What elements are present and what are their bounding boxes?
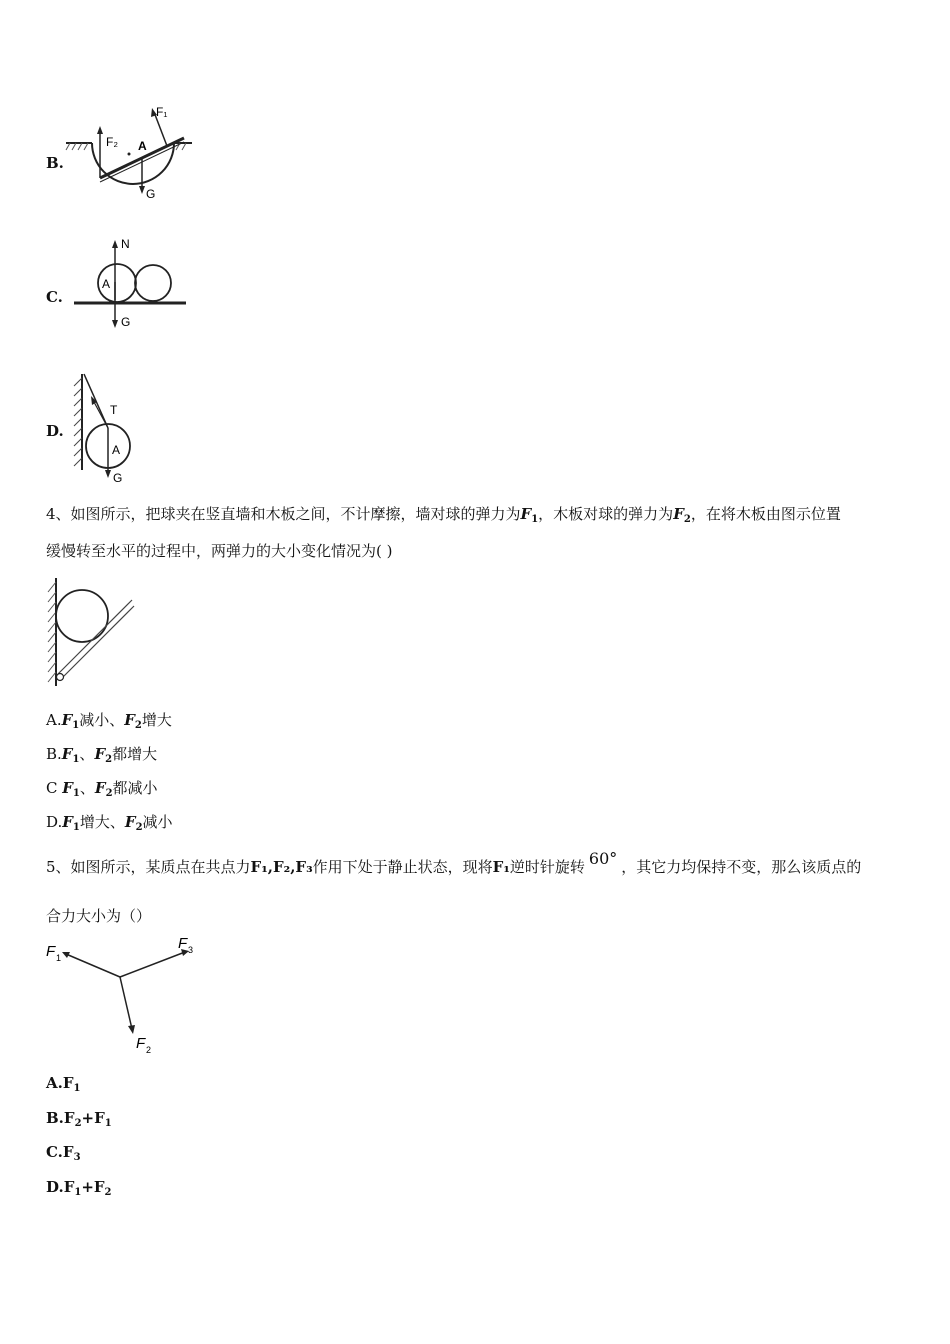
q4-choice-d-end: 减小: [142, 813, 173, 831]
q5-fig-f3: F: [178, 935, 188, 952]
q4-choice-a[interactable]: [46, 709, 172, 731]
q4-choice-b-f2-sub: 2: [105, 754, 113, 765]
q4-stem-line2: 缓慢转至水平的过程中，两弹力的大小变化情况为( ): [46, 542, 393, 560]
option-c-figure: [68, 232, 198, 332]
q5-choice-d[interactable]: [46, 1178, 112, 1198]
q4-choice-a-prefix: A.: [46, 711, 62, 729]
option-b-label: B.: [46, 154, 64, 172]
option-c-a-label: A: [102, 277, 111, 291]
q4-choice-c-f2-sub: 2: [105, 788, 113, 799]
option-c-label: C.: [46, 288, 63, 306]
option-b-f1-label: F₁: [156, 105, 168, 119]
q5-stem-line2: 合力大小为（）: [46, 907, 152, 925]
option-d-label: D.: [46, 422, 64, 440]
q4-text-a: 4、如图所示，把球夹在竖直墙和木板之间，不计摩擦，墙对球的弹力为: [46, 505, 521, 523]
q5-fig-f1-sub: 1: [56, 953, 62, 963]
q4-f2-sub: 2: [683, 514, 691, 525]
q5-choice-a-sub: 1: [73, 1083, 81, 1094]
q5-choice-b-rest: +F: [81, 1109, 105, 1127]
q4-choice-a-f2-sub: 2: [134, 720, 142, 731]
q5-text-a: 5、如图所示，某质点在共点力: [46, 858, 251, 876]
option-c-g-label: G: [121, 315, 131, 329]
q5-fig-f1: F: [46, 943, 56, 960]
option-b-a-label: A: [138, 139, 147, 153]
q4-choice-d-f2: F: [124, 813, 136, 831]
option-c-n-label: N: [121, 237, 130, 251]
q4-choice-d-mid: 增大、: [79, 813, 125, 831]
q5-choice-d-sub: 1: [74, 1187, 82, 1198]
q5-fig-f2-sub: 2: [146, 1045, 152, 1055]
q4-choice-c[interactable]: [46, 777, 158, 799]
q4-choice-c-prefix: C: [46, 779, 58, 797]
q5-choice-d-sub2: 2: [104, 1187, 112, 1198]
q4-choice-c-f1-sub: 1: [72, 788, 80, 799]
q4-choice-a-f2: F: [124, 711, 135, 729]
option-d-figure: [66, 366, 156, 486]
q5-choice-b-sub2: 1: [104, 1118, 112, 1129]
q5-choice-b-text: F: [63, 1109, 75, 1127]
q4-stem-line1: [46, 504, 841, 530]
q4-choice-d-prefix: D.: [46, 813, 63, 831]
q5-angle: 60°: [588, 849, 618, 868]
q5-text-b: 作用下处于静止状态，现将: [312, 858, 493, 876]
option-b-f2-label: F₂: [106, 135, 118, 149]
q4-choice-a-mid: 减小、: [79, 711, 125, 729]
q5-choice-b-sub: 2: [74, 1118, 82, 1129]
q5-f1: F₁: [492, 858, 510, 876]
q5-choice-d-rest: +F: [81, 1178, 105, 1196]
q4-choice-a-f1: F: [61, 711, 73, 729]
q5-fig-f2: F: [136, 1035, 146, 1052]
q4-choice-b[interactable]: [46, 743, 157, 765]
q5-stem-line1: [46, 849, 862, 877]
q4-choice-b-mid: 、: [79, 745, 95, 763]
q4-choice-c-end: 都减小: [112, 779, 158, 797]
q4-choice-d[interactable]: [46, 811, 173, 833]
q5-text-c: 逆时针旋转: [509, 858, 585, 876]
option-d-t-label: T: [110, 403, 118, 417]
q5-choice-c[interactable]: [46, 1143, 81, 1163]
q4-choice-c-mid: 、: [79, 779, 95, 797]
option-b-g-label: G: [146, 187, 156, 201]
q5-choice-b-prefix: B.: [46, 1109, 64, 1127]
q4-choice-c-f1: F: [62, 779, 73, 797]
option-d-a-label: A: [112, 443, 121, 457]
q5-text-d: ，其它力均保持不变，那么该质点的: [621, 858, 862, 876]
q4-choice-b-f1: F: [61, 745, 73, 763]
q4-choice-d-f2-sub: 2: [135, 822, 143, 833]
q5-choice-d-text: F: [63, 1178, 75, 1196]
option-d-g-label: G: [113, 471, 123, 485]
q5-fig-f3-sub: 3: [188, 945, 194, 955]
q4-choice-b-prefix: B.: [46, 745, 62, 763]
q4-f2: F: [673, 505, 684, 523]
q4-figure: [44, 574, 139, 694]
q4-text-b: ，木板对球的弹力为: [538, 505, 674, 523]
q5-choice-b[interactable]: [46, 1109, 112, 1129]
q4-choice-c-f2: F: [94, 779, 106, 797]
q4-f1: F: [520, 505, 532, 523]
q5-choice-c-sub: 3: [73, 1152, 81, 1163]
q5-choice-a[interactable]: [46, 1074, 81, 1094]
q4-choice-d-f1-sub: 1: [72, 822, 80, 833]
q4-f1-sub: 1: [531, 514, 539, 525]
q4-choice-b-end: 都增大: [112, 745, 158, 763]
q5-choice-d-prefix: D.: [46, 1178, 64, 1196]
q4-choice-d-f1: F: [62, 813, 73, 831]
q4-choice-b-f2: F: [94, 745, 106, 763]
q4-choice-a-end: 增大: [141, 711, 172, 729]
q4-choice-b-f1-sub: 1: [72, 754, 80, 765]
option-b-figure: [62, 98, 202, 208]
q5-choice-a-text: F: [62, 1074, 74, 1092]
q5-forces: F₁,F₂,F₃: [250, 858, 313, 876]
q5-choice-c-prefix: C.: [46, 1143, 63, 1161]
q4-choice-a-f1-sub: 1: [72, 720, 80, 731]
q5-figure: [40, 932, 210, 1060]
q4-text-c: ，在将木板由图示位置: [690, 505, 841, 523]
q5-choice-c-text: F: [62, 1143, 74, 1161]
q5-choice-a-prefix: A.: [46, 1074, 63, 1092]
